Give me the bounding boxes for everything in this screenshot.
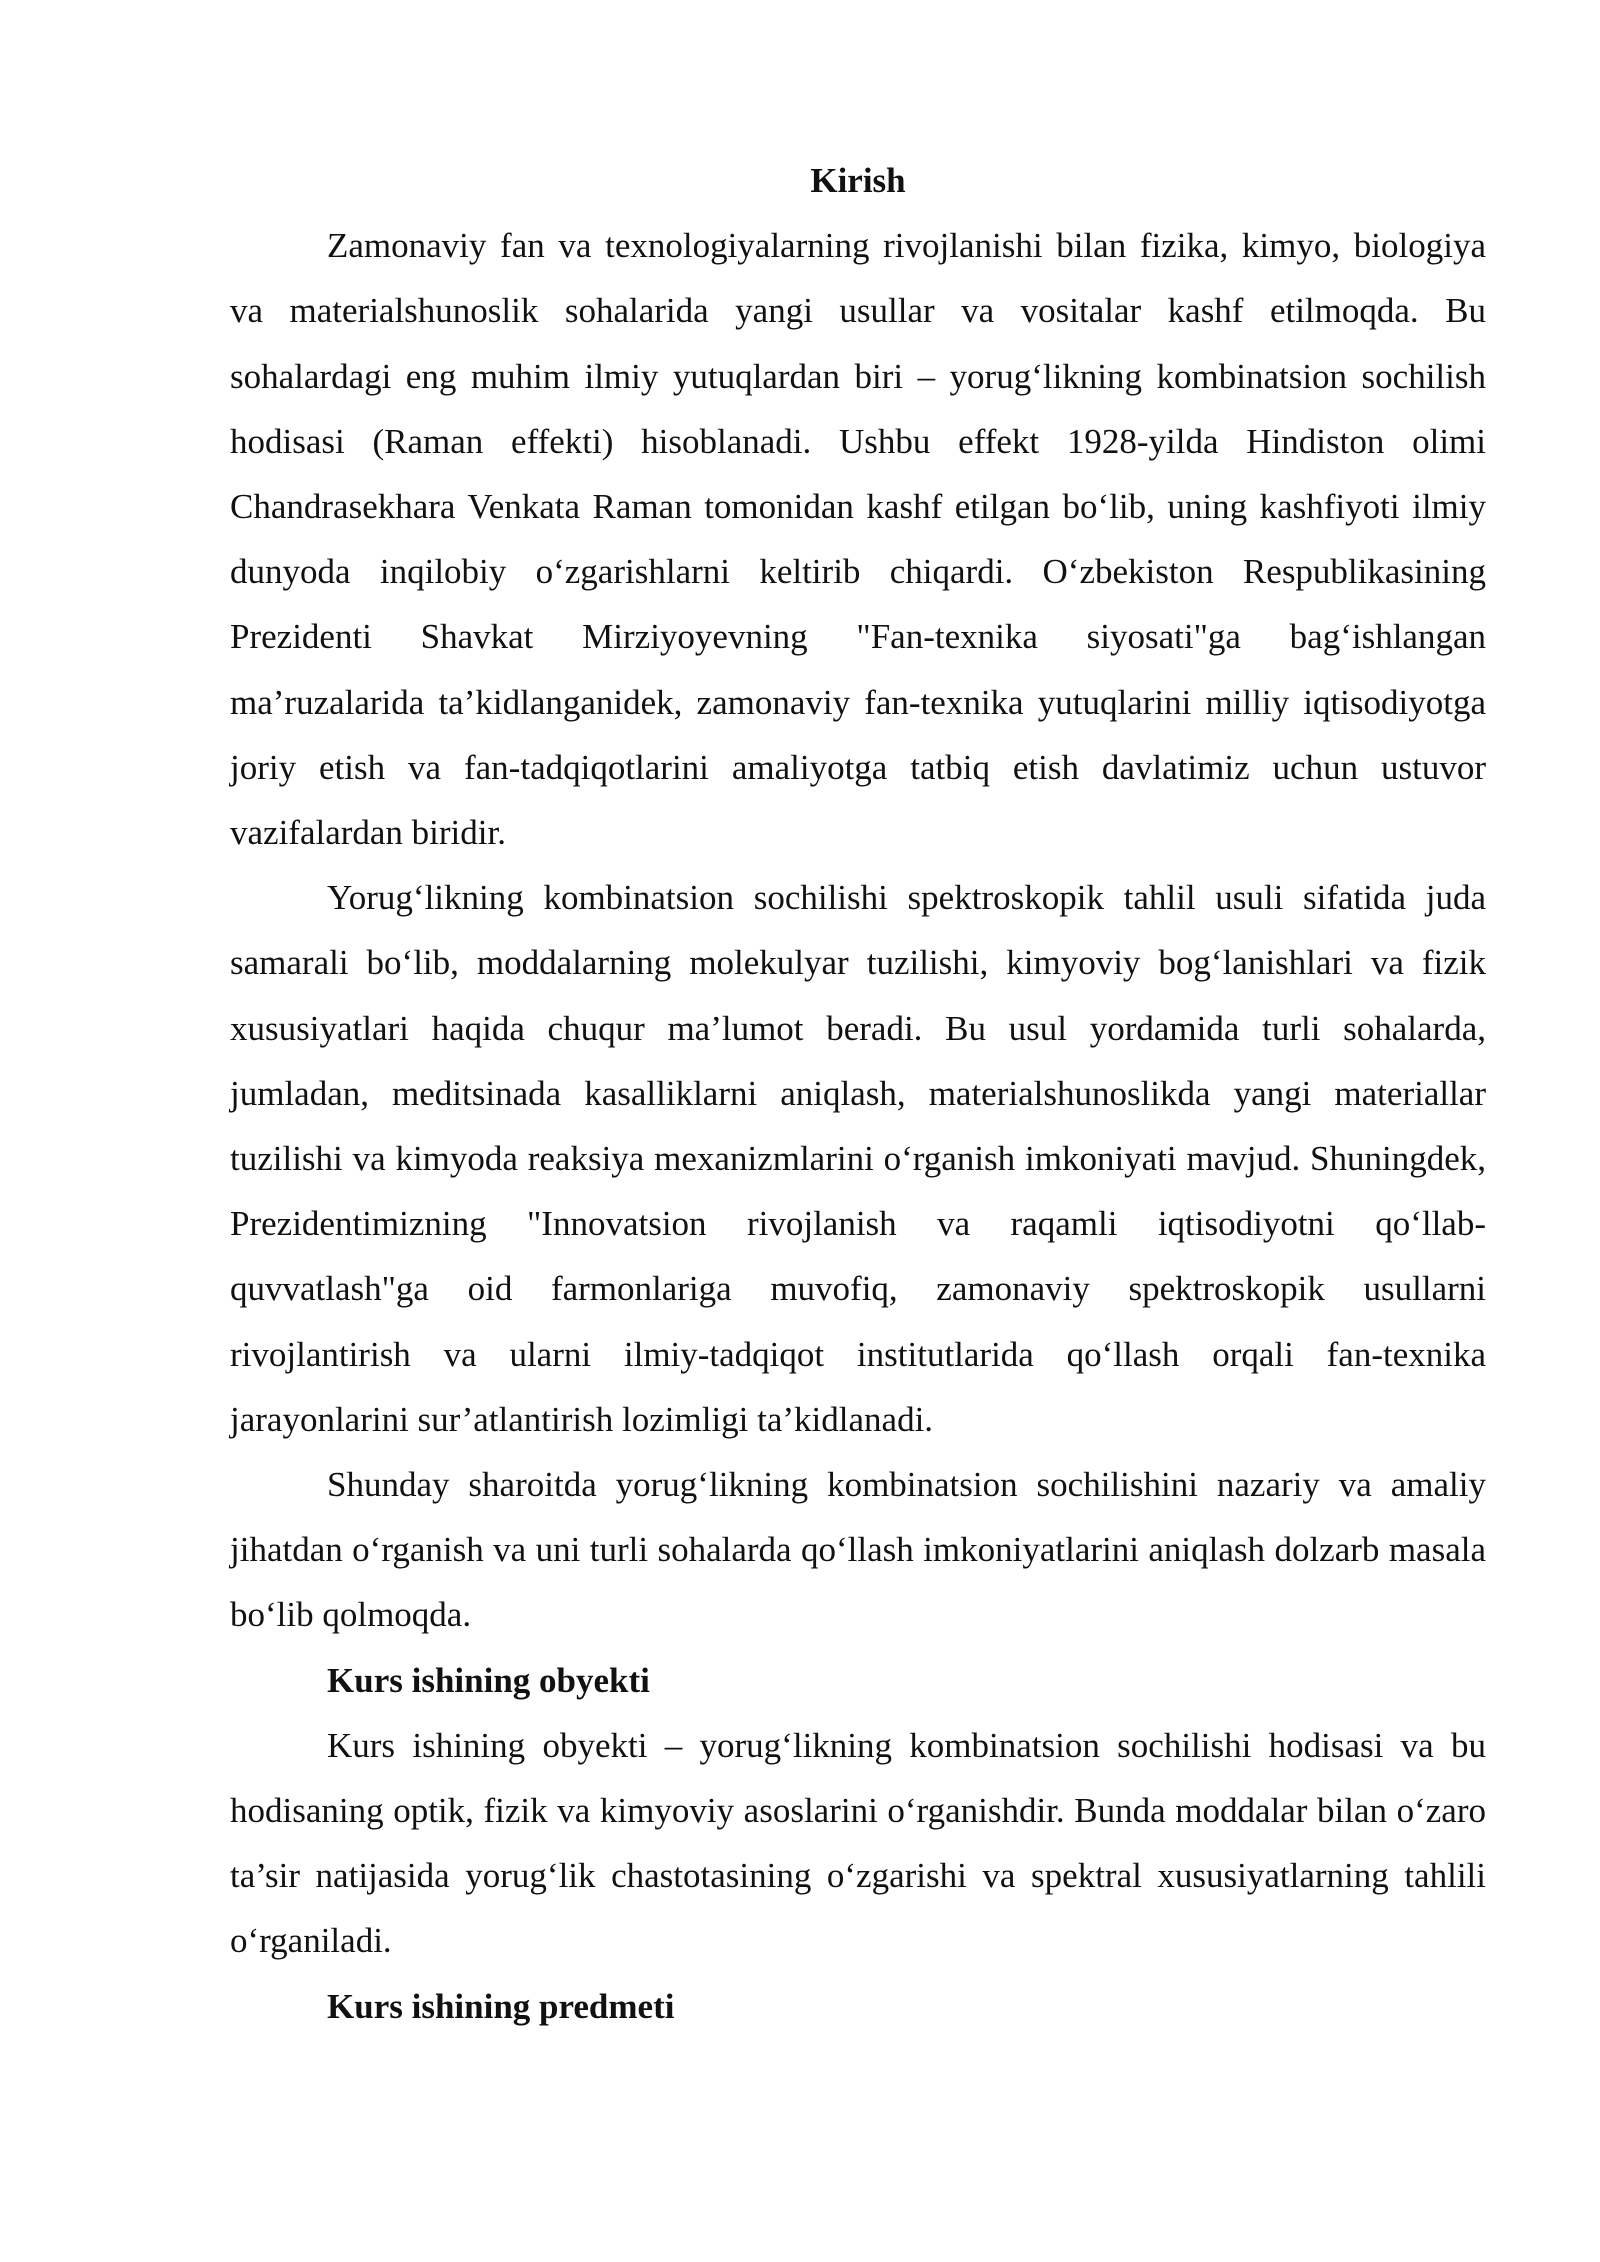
paragraph-object: Kurs ishining obyekti – yorug‘likning kombinatsion sochilishi hodisasi va bu hodisaning optik, fizik va kimyoviy asoslarini o‘rganishdir. Bunda moddalar bilan o‘zaro ta’sir natijasida yorug‘lik chastotasining o‘zgarishi va spektral xususiyatlarning tahlili o‘rganiladi. bbox=[230, 1725, 1486, 1961]
document-body bbox=[230, 148, 1486, 2039]
paragraph-intro: Zamonaviy fan va texnologiyalarning rivojlanishi bilan fizika, kimyo, biologiya va materialshunoslik sohalarida yangi usullar va vositalar kashf etilmoqda. Bu sohalardagi eng muhim ilmiy yutuqlardan biri – yorug‘likning kombinatsion sochilish hodisasi (Raman effekti) hisoblanadi. Ushbu effekt 1928-yilda Hindiston olimi Chandrasekhara Venkata Raman tomonidan kashf etilgan bo‘lib, uning kashfiyoti ilmiy dunyoda inqilobiy o‘zgarishlarni keltirib chiqardi. O‘zbekiston Respublikasining Prezidenti Shavkat Mirziyoyevning "Fan-texnika siyosati"ga bag‘ishlangan ma’ruzalarida ta’kidlanganidek, zamonaviy fan-texnika yutuqlarini milliy iqtisodiyotga joriy etish va fan-tadqiqotlarini amaliyotga tatbiq etish davlatimiz uchun ustuvor vazifalardan biridir. bbox=[230, 226, 1486, 853]
subject-heading: Kurs ishining predmeti bbox=[327, 1986, 675, 2026]
document-title: Kirish bbox=[810, 161, 906, 200]
paragraph-raman-method: Yorug‘likning kombinatsion sochilishi spektroskopik tahlil usuli sifatida juda samarali bo‘lib, moddalarning molekulyar tuzilishi, kimyoviy bog‘lanishlari va fizik xususiyatlari haqida chuqur ma’lumot beradi. Bu usul yordamida turli sohalarda, jumladan, meditsinada kasalliklarni aniqlash, materialshunoslikda yangi materiallar tuzilishi va kimyoda reaksiya mexanizmlarini o‘rganish imkoniyati mavjud. Shuningdek, Prezidentimizning "Innovatsion rivojlanish va raqamli iqtisodiyotni qo‘llab-quvvatlash"ga oid farmonlariga muvofiq, zamonaviy spektroskopik usullarni rivojlantirish va ularni ilmiy-tadqiqot institutlarida qo‘llash orqali fan-texnika jarayonlarini sur’atlantirish lozimligi ta’kidlanadi. bbox=[230, 878, 1486, 1439]
paragraph-relevance: Shunday sharoitda yorug‘likning kombinatsion sochilishini nazariy va amaliy jihatdan o‘rganish va uni turli sohalarda qo‘llash imkoniyatlarini aniqlash dolzarb masala bo‘lib qolmoqda. bbox=[230, 1465, 1486, 1635]
object-heading: Kurs ishining obyekti bbox=[327, 1660, 650, 1700]
